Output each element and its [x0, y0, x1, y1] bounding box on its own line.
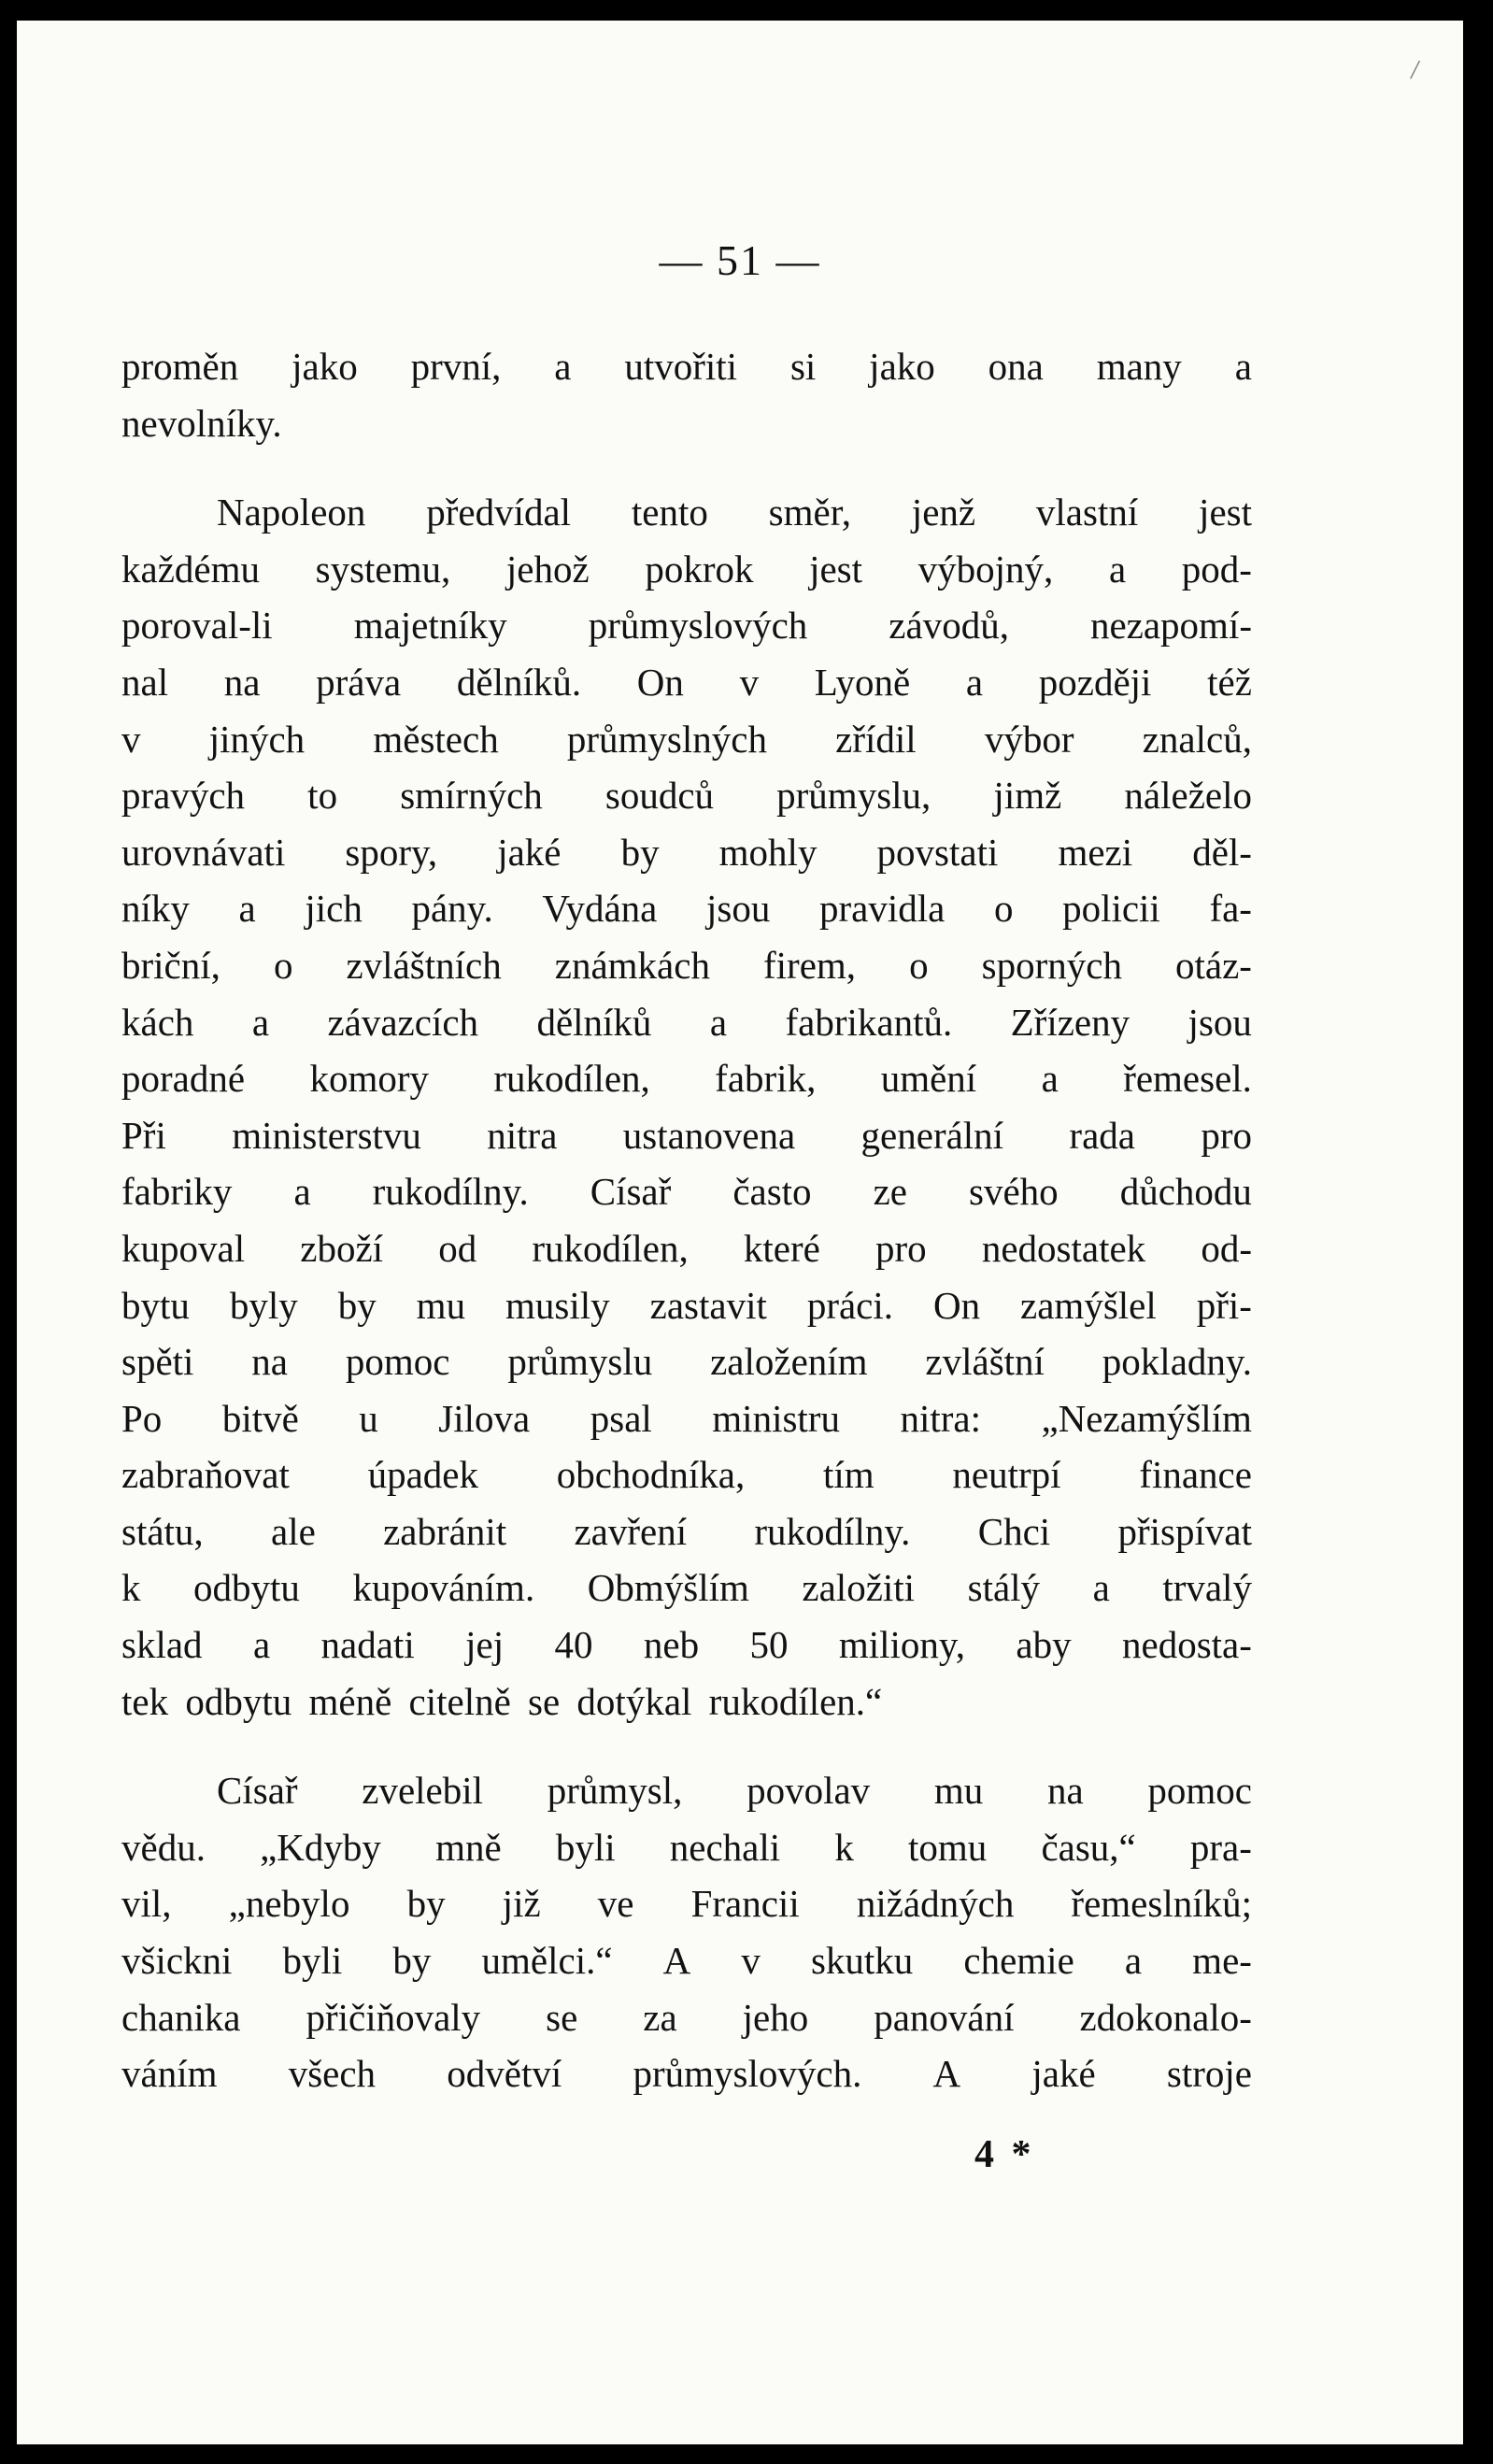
text-line: chanika přičiňovaly se za jeho panování zdokonalo- [121, 1995, 1252, 2039]
text-line: urovnávati spory, jaké by mohly povstati mezi děl- [121, 830, 1252, 874]
text-line: Císař zvelebil průmysl, povolav mu na pomoc [217, 1769, 1252, 1813]
text-line: proměn jako první, a utvořiti si jako ona many a [121, 345, 1252, 388]
text-line: spěti na pomoc průmyslu založením zvláštní pokladny. [121, 1340, 1252, 1384]
text-line: poroval-li majetníky průmyslových závodů, nezapomí- [121, 604, 1252, 648]
book-page [17, 21, 1463, 2444]
text-line: státu, ale zabránit zavření rukodílny. Chci přispívat [121, 1509, 1252, 1553]
text-line: nevolníky. [121, 401, 282, 445]
text-line: bytu byly by mu musily zastavit práci. On zamýšlel při- [121, 1283, 1252, 1327]
text-line: všickni byli by umělci.“ A v skutku chemie a me- [121, 1939, 1252, 1983]
text-line: každému systemu, jehož pokrok jest výbojný, a pod- [121, 547, 1252, 591]
text-line: nal na práva dělníků. On v Lyoně a později též [121, 660, 1252, 704]
body-text [121, 338, 1252, 2102]
text-line: fabriky a rukodílny. Císař často ze svého důchodu [121, 1170, 1252, 1214]
text-line: kupoval zboží od rukodílen, které pro nedostatek od- [121, 1226, 1252, 1270]
text-line: pravých to smírných soudců průmyslu, jimž náleželo [121, 774, 1252, 818]
text-line: vil, „nebylo by již ve Francii nižádných řemeslníků; [121, 1882, 1252, 1926]
page-number: — 51 — [659, 236, 821, 284]
text-line: poradné komory rukodílen, fabrik, umění a řemesel. [121, 1057, 1252, 1101]
text-line: Napoleon předvídal tento směr, jenž vlastní jest [217, 491, 1252, 534]
text-line: v jiných městech průmyslných zřídil výbor znalců, [121, 717, 1252, 761]
text-line: Po bitvě u Jilova psal ministru nitra: „Nezamýšlím [121, 1396, 1252, 1440]
text-line: sklad a nadati jej 40 neb 50 miliony, aby nedosta- [121, 1623, 1252, 1667]
text-line: tek odbytu méně citelně se dotýkal rukodílen.“ [121, 1679, 883, 1723]
text-line: vědu. „Kdyby mně byli nechali k tomu času,“ pra- [121, 1825, 1252, 1869]
text-line: zabraňovat úpadek obchodníka, tím neutrpí finance [121, 1453, 1252, 1497]
text-line: kách a závazcích dělníků a fabrikantů. Zřízeny jsou [121, 1000, 1252, 1044]
text-line: briční, o zvláštních známkách firem, o sporných otáz- [121, 943, 1252, 987]
text-line: Při ministerstvu nitra ustanovena generální rada pro [121, 1113, 1252, 1157]
text-line: níky a jich pány. Vydána jsou pravidla o policii fa- [121, 887, 1252, 931]
signature-mark: 4 * [974, 2133, 1035, 2176]
text-line: k odbytu kupováním. Obmýšlím založiti stálý a trvalý [121, 1566, 1252, 1610]
page-edge-mark: / [1411, 56, 1418, 85]
text-line: váním všech odvětví průmyslových. A jaké stroje [121, 2052, 1252, 2096]
